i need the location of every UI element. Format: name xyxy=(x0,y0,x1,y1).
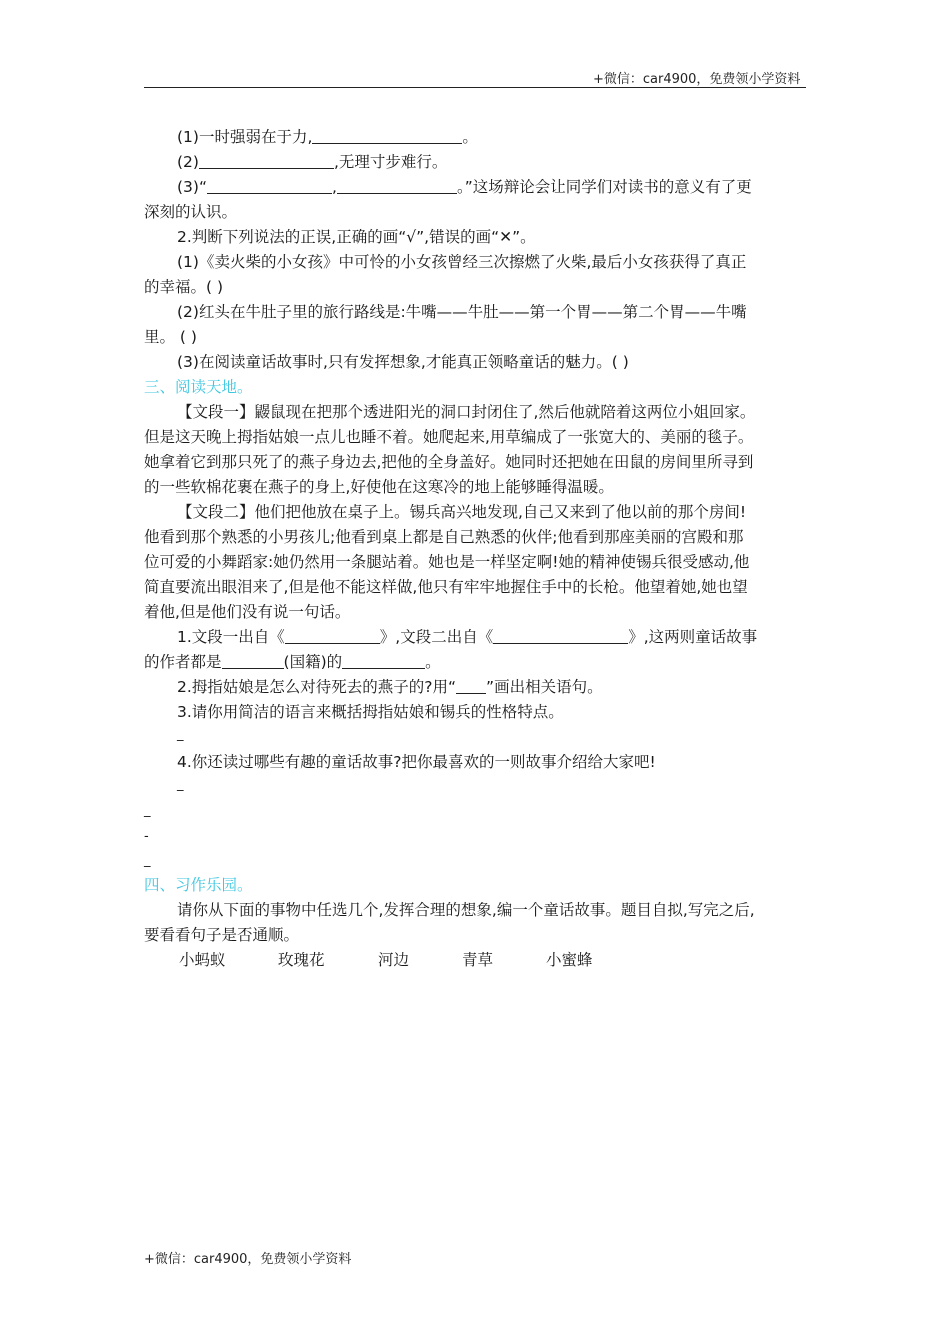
blank[interactable] xyxy=(337,177,457,194)
passage1-line: 的一些软棉花裹在燕子的身上,好使他在这寒冷的地上能够睡得温暖。 xyxy=(144,478,614,496)
q1-line-3: (3)“ , 。”这场辩论会让同学们对读书的意义有了更 xyxy=(177,178,752,196)
passage1-line: 她拿着它到那只死了的燕子身边去,把他的全身盖好。她同时还把她在田鼠的房间里所寻到 xyxy=(144,453,754,471)
word-item: 玫瑰花 xyxy=(278,951,325,969)
s3-q1-line-1: 1.文段一出自《 》,文段二出自《 》,这两则童话故事 xyxy=(177,628,758,646)
blank[interactable] xyxy=(207,177,332,194)
passage2-line: 着他,但是他们没有说一句话。 xyxy=(144,603,351,621)
blank[interactable] xyxy=(222,652,284,669)
q2-s3: (3)在阅读童话故事时,只有发挥想象,才能真正领略童话的魅力。( ) xyxy=(177,353,629,371)
q2-title: 2.判断下列说法的正误,正确的画“√”,错误的画“✕”。 xyxy=(177,228,536,246)
answer-line[interactable]: _ xyxy=(177,727,184,742)
word-item: 青草 xyxy=(462,951,494,969)
passage2-line: 位可爱的小舞蹈家:她仍然用一条腿站着。她也是一样坚定啊!她的精神使锡兵很受感动,他 xyxy=(144,553,750,571)
q2-s1a: (1)《卖火柴的小女孩》中可怜的小女孩曾经三次擦燃了火柴,最后小女孩获得了真正 xyxy=(177,253,747,271)
word-item: 小蜜蜂 xyxy=(546,951,593,969)
section3-title: 三、阅读天地。 xyxy=(144,378,253,396)
section4-prompt-cont: 要看看句子是否通顺。 xyxy=(144,926,300,944)
passage1-line: 【文段一】鼹鼠现在把那个透进阳光的洞口封闭住了,然后他就陪着这两位小姐回家。 xyxy=(177,403,756,421)
s3-q3: 3.请你用简洁的语言来概括拇指姑娘和锡兵的性格特点。 xyxy=(177,703,564,721)
q1-line-1: (1)一时强弱在于力, 。 xyxy=(177,128,478,146)
word-item: 河边 xyxy=(378,951,410,969)
answer-line[interactable]: _ xyxy=(144,803,151,818)
q2-s1b: 的幸福。( ) xyxy=(144,278,224,296)
q2-s2b: 里。 ( ) xyxy=(144,328,197,346)
footer-watermark: +微信：car4900，免费领小学资料 xyxy=(144,1252,352,1267)
section4-prompt: 请你从下面的事物中任选几个,发挥合理的想象,编一个童话故事。题目自拟,写完之后, xyxy=(177,901,755,919)
s3-q2: 2.拇指姑娘是怎么对待死去的燕子的?用“ ”画出相关语句。 xyxy=(177,678,603,696)
section4-title: 四、习作乐园。 xyxy=(144,876,253,894)
passage2-line: 简直要流出眼泪来了,但是他不能这样做,他只有牢牢地握住手中的长枪。他望着她,她也望 xyxy=(144,578,748,596)
q1-line-2: (2) ,无理寸步难行。 xyxy=(177,153,448,171)
blank[interactable] xyxy=(199,152,334,169)
passage2-line: 他看到那个熟悉的小男孩儿;他看到桌上都是自己熟悉的伙伴;他看到那座美丽的宫殿和那 xyxy=(144,528,744,546)
header-watermark: +微信：car4900，免费领小学资料 xyxy=(593,72,801,87)
answer-line[interactable]: - xyxy=(144,829,149,844)
s3-q1-line-2: 的作者都是 (国籍)的 。 xyxy=(144,653,441,671)
s3-q4: 4.你还读过哪些有趣的童话故事?把你最喜欢的一则故事介绍给大家吧! xyxy=(177,753,656,771)
answer-line[interactable]: _ xyxy=(144,853,151,868)
blank[interactable] xyxy=(342,652,425,669)
blank[interactable] xyxy=(493,627,628,644)
q1-line-3-cont: 深刻的认识。 xyxy=(144,203,238,221)
word-item: 小蚂蚁 xyxy=(179,951,226,969)
underline-sample xyxy=(456,677,486,694)
passage1-line: 但是这天晚上拇指姑娘一点儿也睡不着。她爬起来,用草编成了一张宽大的、美丽的毯子。 xyxy=(144,428,754,446)
header-rule xyxy=(144,87,806,88)
blank[interactable] xyxy=(285,627,380,644)
passage2-line: 【文段二】他们把他放在桌子上。锡兵高兴地发现,自己又来到了他以前的那个房间! xyxy=(177,503,747,521)
q2-s2a: (2)红头在牛肚子里的旅行路线是:牛嘴——牛肚——第一个胃——第二个胃——牛嘴 xyxy=(177,303,747,321)
blank[interactable] xyxy=(312,127,462,144)
answer-line[interactable]: _ xyxy=(177,777,184,792)
